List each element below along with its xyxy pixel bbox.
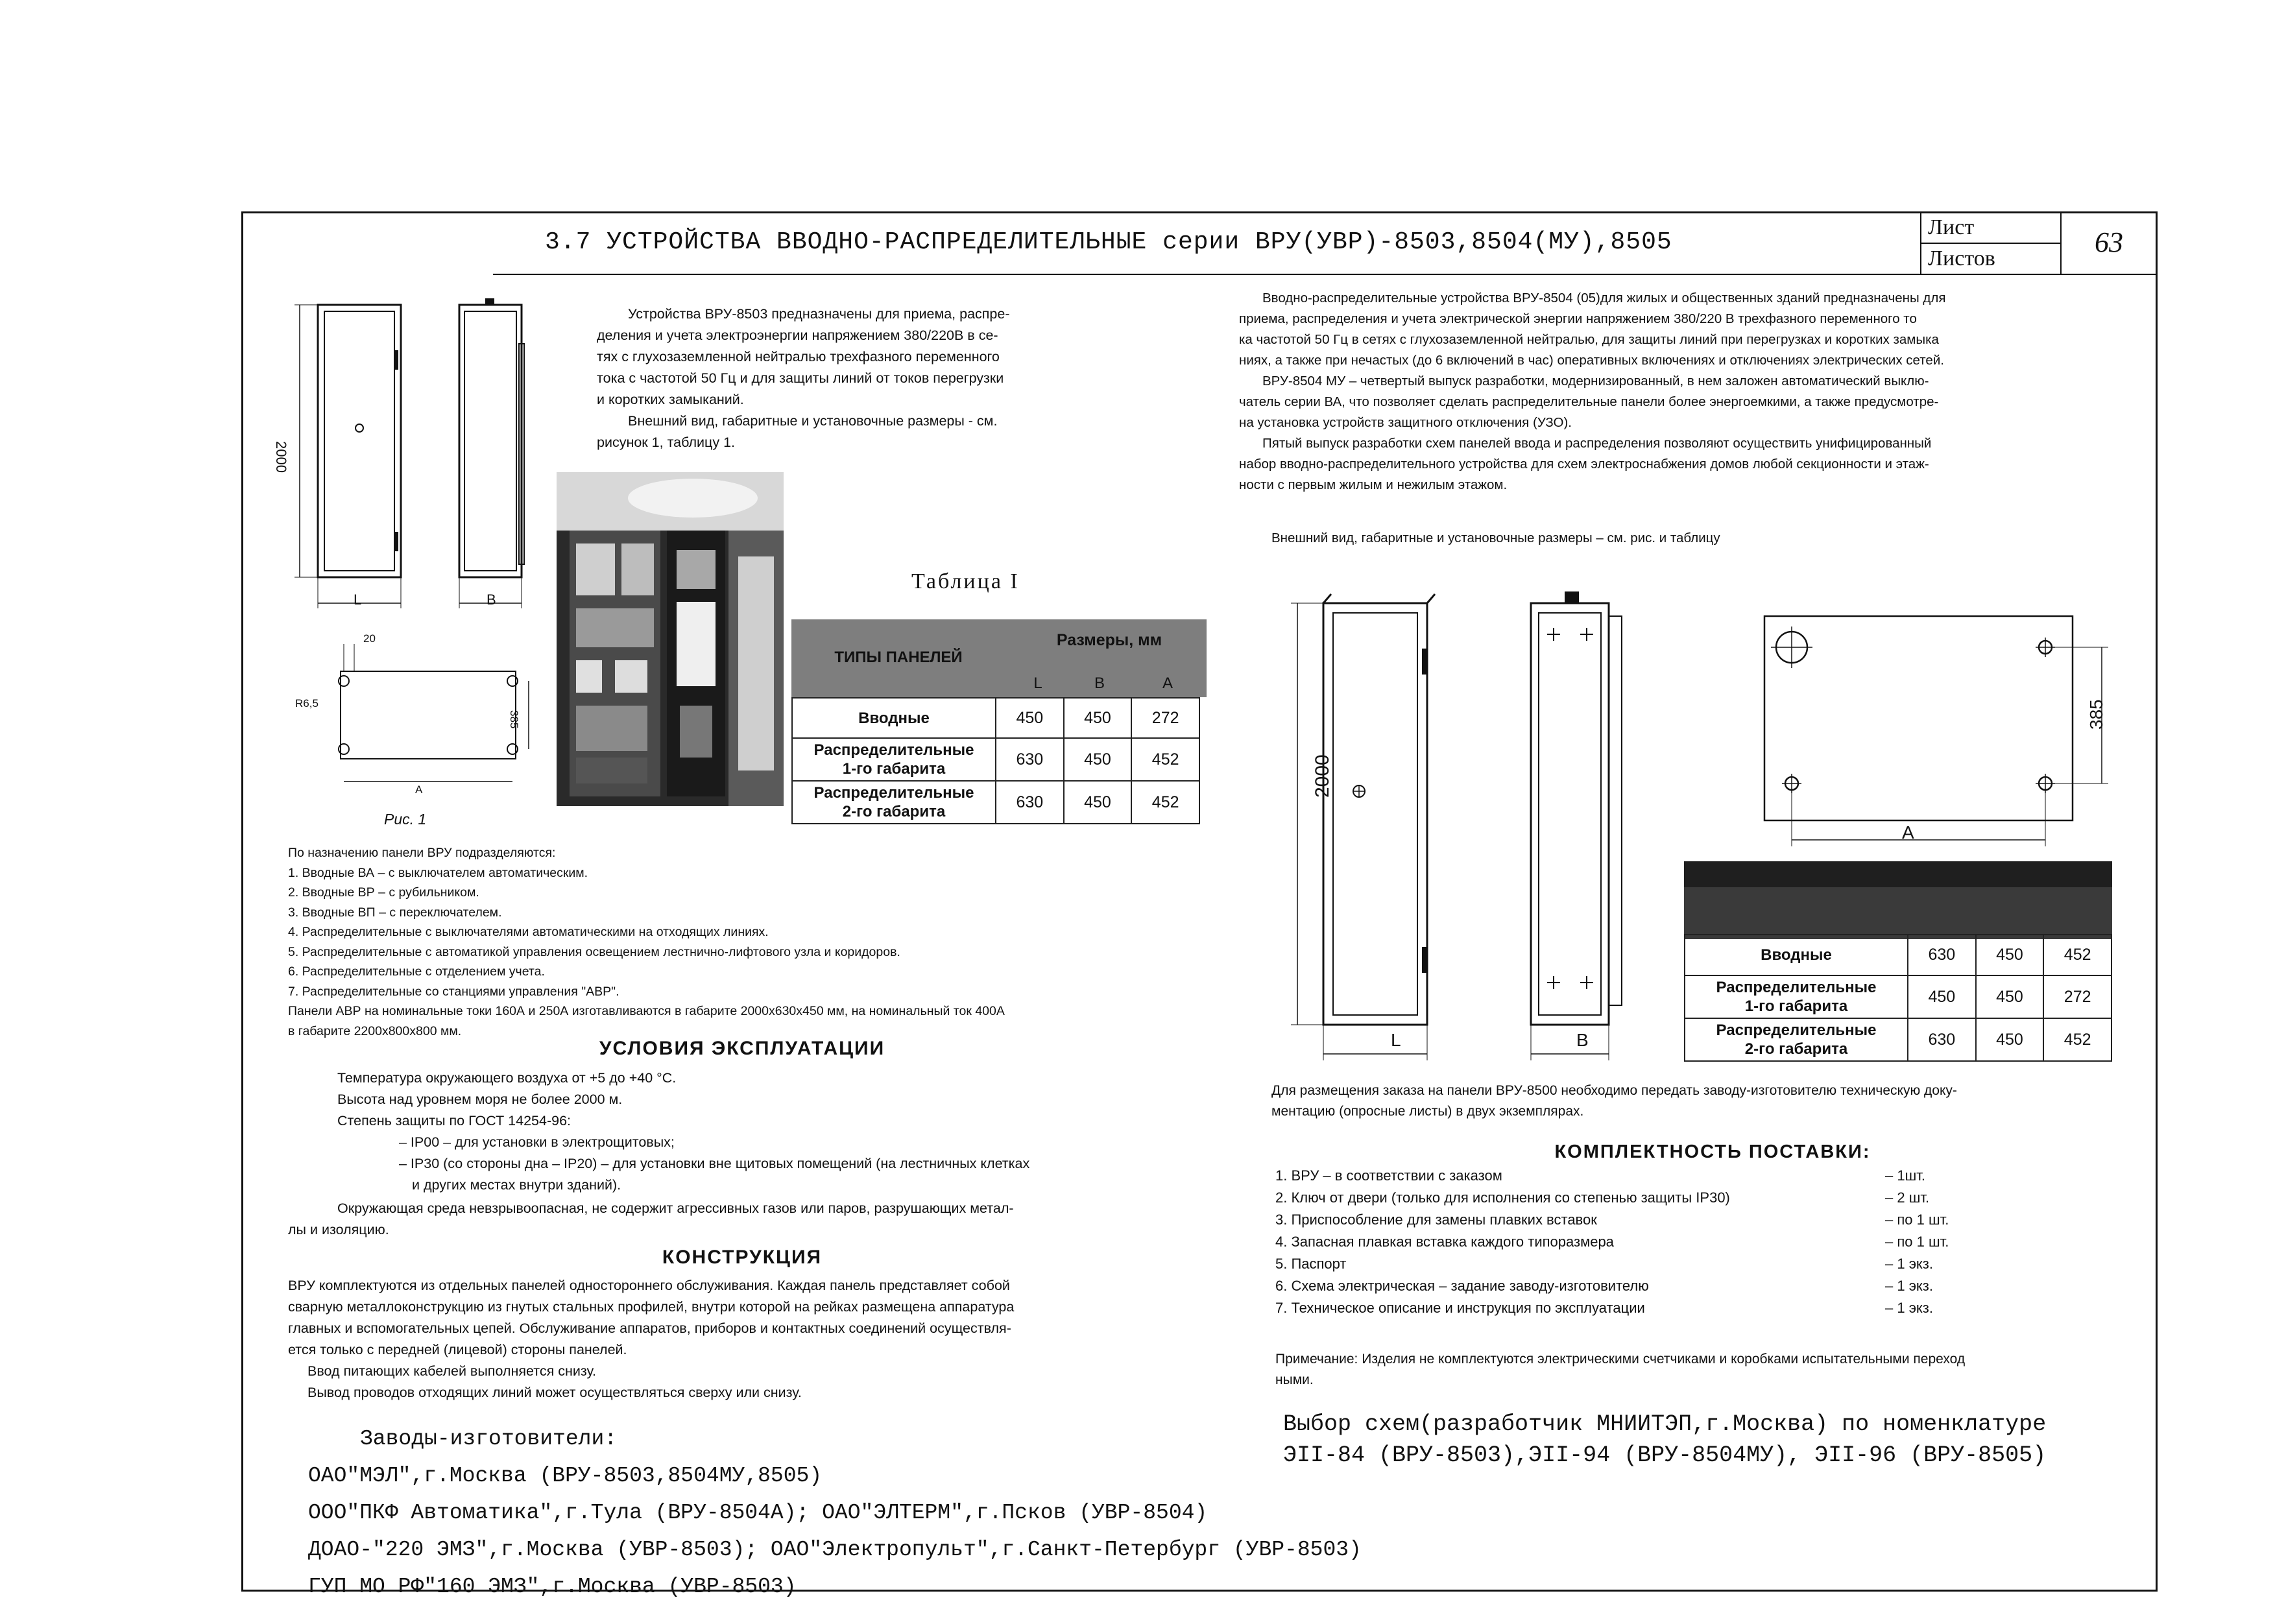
left-width-label: L	[354, 591, 362, 608]
selection-line: Выбор схем(разработчик МНИИТЭП,г.Москва) по номенклатуре	[1283, 1411, 2047, 1437]
right-ref-text: Внешний вид, габаритные и установочные размеры – см. рис. и таблицу	[1271, 531, 1720, 545]
table-sub-header: A	[1162, 675, 1173, 692]
selection-text	[1283, 1409, 2046, 1471]
table-row	[1685, 975, 2112, 1018]
stamp-sheet-label: Лист	[1920, 211, 2062, 244]
list-item: в габарите 2200х800х800 мм.	[288, 1023, 462, 1038]
manufacturer-line: ДОАО-"220 ЭМЗ",г.Москва (УВР-8503); ОАО"Электропульт",г.Санкт-Петербург (УВР-8503)	[308, 1538, 1362, 1562]
table-cell-type: Распределительные 1-го габарита	[792, 738, 996, 781]
list-item: 2. Вводные ВР – с рубильником.	[288, 885, 479, 900]
left-front-door	[324, 311, 394, 571]
intro-line: набор вводно-распределительного устройства для схем электроснабжения домов любой секционности и этаж-	[1239, 457, 1929, 472]
conditions-line: Степень защиты по ГОСТ 14254-96:	[337, 1113, 572, 1128]
intro-line: ВРУ-8504 МУ – четвертый выпуск разработки, модернизированный, в нем заложен автоматический выклю-	[1262, 374, 1929, 388]
order-line: Для размещения заказа на панели ВРУ-8500 необходимо передать заводу-изготовителю техническую доку-	[1271, 1083, 1957, 1098]
intro-line: Пятый выпуск разработки схем панелей ввода и распределения позволяют осуществить унифицированный	[1262, 436, 1932, 451]
construction-line: главных и вспомогательных цепей. Обслуживание аппаратов, приборов и контактных соединений осуществля-	[288, 1320, 1011, 1336]
table-cell: 630	[1908, 1018, 1976, 1061]
construction-line: ется только с передней (лицевой) стороны панелей.	[288, 1342, 627, 1357]
table-cell: 450	[1064, 698, 1132, 738]
construction-heading: КОНСТРУКЦИЯ	[662, 1247, 823, 1268]
table-row	[1685, 1018, 2112, 1061]
types-intro: По назначению панели ВРУ подразделяются:	[288, 846, 556, 860]
list-item: 4. Запасная плавкая вставка каждого типоразмера – по 1 шт.	[1275, 1234, 1949, 1250]
right-front-panel-outline	[1323, 603, 1427, 1025]
table-cell: 450	[1976, 935, 2044, 975]
list-item: Панели АВР на номинальные токи 160А и 250А изготавливаются в габарите 2000х630х450 мм, на номинальный ток 400А	[288, 1004, 1005, 1018]
construction-line: ВРУ комплектуются из отдельных панелей одностороннего обслуживания. Каждая панель представляет собой	[288, 1278, 1010, 1293]
list-item: 7. Распределительные со станциями управления "АВР".	[288, 984, 620, 999]
left-base-outline	[341, 671, 516, 759]
left-offset-label: 20	[363, 632, 376, 645]
panel-types-list	[288, 843, 1196, 1041]
order-text	[1271, 1081, 2154, 1122]
order-line: ментацию (опросные листы) в двух экземплярах.	[1271, 1104, 1584, 1119]
dimensions-table-right	[1684, 934, 2112, 1062]
construction-text	[288, 1275, 1209, 1403]
right-hole-spacing-label: 385	[2086, 699, 2106, 730]
table-row	[792, 781, 1199, 824]
intro-line: приема, распределения и учета электрической энергии напряжением 380/220 В трехфазного переменного то	[1239, 311, 1917, 326]
intro-line: чатель серии ВА, что позволяет сделать распределительные панели более энергоемкими, а также предусмотре-	[1239, 394, 1939, 409]
table-row	[792, 738, 1199, 781]
left-depth-label: B	[487, 591, 496, 608]
list-item: 5. Паспорт – 1 экз.	[1275, 1256, 1933, 1272]
left-base-label: A	[415, 783, 423, 796]
intro-line: Вводно-распределительные устройства ВРУ-8504 (05)для жилых и общественных зданий предназначены для	[1262, 291, 1946, 305]
environment-line: лы и изоляцию.	[288, 1222, 389, 1237]
table-cell: 452	[2043, 935, 2112, 975]
manufacturer-line: ООО"ПКФ Автоматика",г.Тула (ВРУ-8504А); ОАО"ЭЛТЕРМ",г.Псков (УВР-8504)	[308, 1501, 1208, 1525]
intro-line: Внешний вид, габаритные и установочные размеры - см.	[628, 413, 998, 429]
intro-line: на установка устройств защитного отключения (УЗО).	[1239, 415, 1572, 430]
intro-line: ка частотой 50 Гц в сетях с глухозаземленной нейтралью, для защиты линий при перегрузках и коротких замыка	[1239, 332, 1939, 347]
intro-line: деления и учета электроэнергии напряжением 380/220В в се-	[597, 328, 998, 343]
kit-list	[1275, 1167, 2119, 1336]
list-item: 6. Схема электрическая – задание заводу-изготовителю – 1 экз.	[1275, 1278, 1933, 1294]
right-drawing-front-side	[1284, 584, 1687, 1077]
left-radius-label: R6,5	[295, 697, 319, 710]
table-cell: 450	[1976, 975, 2044, 1018]
table-cell: 450	[1064, 738, 1132, 781]
table-cell: 450	[996, 698, 1064, 738]
intro-line: и коротких замыканий.	[597, 392, 744, 407]
table-row	[792, 698, 1199, 738]
conditions-line: Высота над уровнем моря не более 2000 м.	[337, 1092, 623, 1107]
table-cell-type: Вводные	[1685, 935, 1908, 975]
right-side-door	[1539, 613, 1601, 1015]
left-drawing-front-side	[292, 292, 545, 616]
intro-line: тока с частотой 50 Гц и для защиты линий от токов перегрузки	[597, 370, 1004, 386]
table-sub-header: B	[1094, 675, 1105, 692]
intro-line: ниях, а также при нечастых (до 6 включений в час) оперативных включениях и отключениях электрических сетей.	[1239, 353, 1944, 368]
construction-line: Ввод питающих кабелей выполняется снизу.	[307, 1363, 597, 1379]
table-cell: 272	[1131, 698, 1199, 738]
kit-heading: КОМПЛЕКТНОСТЬ ПОСТАВКИ:	[1554, 1141, 1871, 1162]
left-hole-spacing-label: 385	[508, 710, 520, 729]
table-cell-type: Распределительные 1-го габарита	[1685, 975, 1908, 1018]
left-figure-caption: Рис. 1	[384, 811, 427, 828]
selection-line: ЭII-84 (ВРУ-8503),ЭII-94 (ВРУ-8504МУ), ЭII-96 (ВРУ-8505)	[1283, 1442, 2047, 1468]
right-front-door	[1333, 613, 1417, 1015]
conditions-sub: – IP30 (со стороны дна – IP20) – для установки вне щитовых помещений (на лестничных клетках	[399, 1156, 1030, 1171]
intro-line: тях с глухозаземленной нейтралью трехфазного переменного	[597, 349, 1000, 364]
conditions-text	[337, 1068, 1207, 1196]
intro-line: Устройства ВРУ-8503 предназначены для приема, распре-	[628, 306, 1010, 322]
left-intro	[597, 304, 1103, 453]
table-cell-type: Распределительные 2-го габарита	[1685, 1018, 1908, 1061]
table-cell: 630	[996, 781, 1064, 824]
note-text	[1275, 1349, 2158, 1391]
list-item: 7. Техническое описание и инструкция по эксплуатации – 1 экз.	[1275, 1300, 1933, 1316]
table-cell: 630	[996, 738, 1064, 781]
right-side-panel-outline	[1531, 603, 1609, 1025]
table-cell: 450	[1064, 781, 1132, 824]
table-cell: 272	[2043, 975, 2112, 1018]
right-base-label: A	[1902, 822, 1914, 842]
table-caption: Таблица I	[911, 569, 1020, 593]
right-width-label: L	[1391, 1030, 1401, 1050]
table-cell: 452	[1131, 738, 1199, 781]
intro-line: рисунок 1, таблицу 1.	[597, 435, 736, 450]
construction-line: сварную металлоконструкцию из гнутых стальных профилей, внутри которой на рейках размещена аппаратура	[288, 1299, 1015, 1315]
table-cell-type: Распределительные 2-го габарита	[792, 781, 996, 824]
table-type-header: ТИПЫ ПАНЕЛЕЙ	[834, 649, 963, 666]
left-lock-icon	[355, 424, 363, 432]
left-side-door	[464, 311, 516, 571]
list-item: 6. Распределительные с отделением учета.	[288, 964, 545, 979]
list-item: 2. Ключ от двери (только для исполнения со степенью защиты IP30) – 2 шт.	[1275, 1189, 1930, 1206]
construction-line: Вывод проводов отходящих линий может осуществляться сверху или снизу.	[307, 1385, 802, 1400]
left-height-label: 2000	[273, 441, 289, 473]
list-item: 3. Вводные ВП – с переключателем.	[288, 905, 502, 920]
intro-line: ности с первым жилым и нежилым этажом.	[1239, 477, 1508, 492]
conditions-sub: – IP00 – для установки в электрощитовых;	[399, 1134, 675, 1150]
right-height-label: 2000	[1312, 754, 1333, 798]
dimensions-table-left	[791, 697, 1200, 824]
manufacturers	[308, 1420, 1362, 1605]
panel-photo	[557, 472, 784, 806]
manufacturer-line: ГУП МО РФ"160 ЭМЗ",г.Москва (УВР-8503)	[308, 1575, 797, 1599]
table-cell: 630	[1908, 935, 1976, 975]
table-cell: 452	[2043, 1018, 2112, 1061]
right-table-header-shading	[1684, 861, 2112, 939]
page-title: 3.7 УСТРОЙСТВА ВВОДНО-РАСПРЕДЕЛИТЕЛЬНЫЕ серии ВРУ(УВР)-8503,8504(МУ),8505	[545, 228, 1672, 256]
list-item: 5. Распределительные с автоматикой управления освещением лестнично-лифтового узла и коридоров.	[288, 944, 900, 959]
environment-line: Окружающая среда невзрывоопасная, не содержит агрессивных газов или паров, разрушающих метал-	[337, 1200, 1014, 1216]
list-item: 3. Приспособление для замены плавких вставок – по 1 шт.	[1275, 1212, 1949, 1228]
left-side-panel-outline	[459, 305, 522, 577]
table-cell: 450	[1976, 1018, 2044, 1061]
left-front-panel-outline	[318, 305, 401, 577]
list-item: 1. ВРУ – в соответствии с заказом – 1шт.	[1275, 1167, 1925, 1184]
manufacturers-heading: Заводы-изготовители:	[360, 1427, 618, 1451]
table-row	[1685, 935, 2112, 975]
list-item: 1. Вводные ВА – с выключателем автоматическим.	[288, 865, 588, 880]
environment-text	[288, 1198, 1209, 1241]
table-cell: 450	[1908, 975, 1976, 1018]
conditions-line: Температура окружающего воздуха от +5 до +40 °С.	[337, 1070, 677, 1086]
list-item: 4. Распределительные с выключателями автоматическими на отходящих линиях.	[288, 925, 769, 939]
table-cell-type: Вводные	[792, 698, 996, 738]
right-intro	[1239, 288, 2147, 496]
table-dims-header: Размеры, мм	[1056, 631, 1162, 649]
header-underline	[493, 274, 1920, 275]
note-line: Примечание: Изделия не комплектуются электрическими счетчиками и коробками испытательными переход	[1275, 1352, 1966, 1367]
table-sub-header: L	[1033, 675, 1042, 692]
conditions-sub: и других местах внутри зданий).	[412, 1177, 621, 1193]
stamp-sheet-number: 63	[2060, 211, 2158, 275]
table-cell: 452	[1131, 781, 1199, 824]
conditions-heading: УСЛОВИЯ ЭКСПЛУАТАЦИИ	[599, 1038, 885, 1059]
note-line: ными.	[1275, 1372, 1314, 1387]
stamp-sheets-label: Листов	[1920, 243, 2062, 275]
manufacturer-line: ОАО"МЭЛ",г.Москва (ВРУ-8503,8504МУ,8505)	[308, 1464, 823, 1488]
right-depth-label: B	[1576, 1030, 1589, 1050]
left-drawing-base-plan	[285, 632, 538, 801]
right-drawing-base-plan	[1751, 610, 2115, 856]
